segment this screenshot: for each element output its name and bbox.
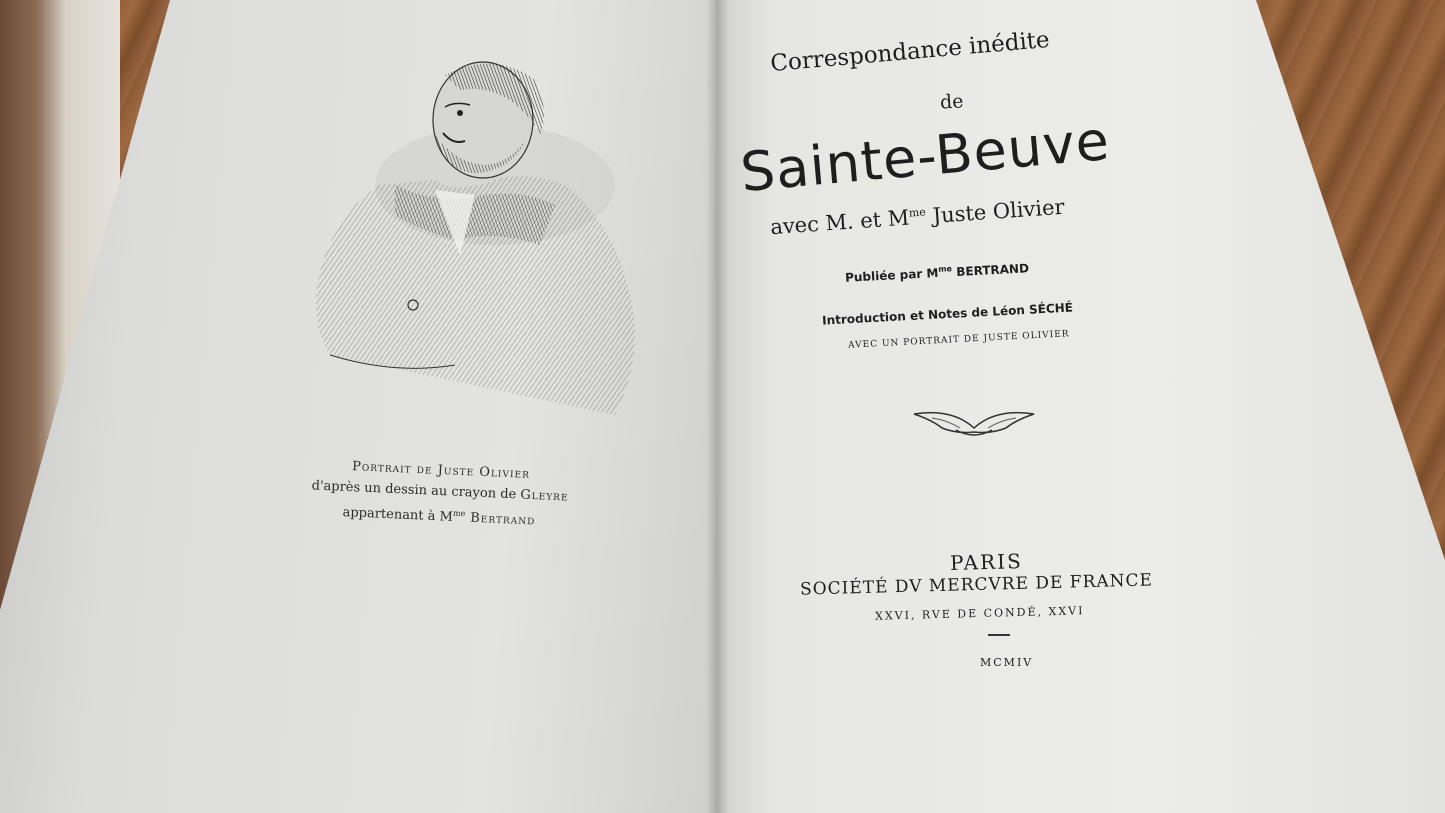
imprint-address: XXVI, RVE DE CONDÉ, XXVI (874, 604, 1085, 623)
title-line-1: Correspondance inédite (769, 26, 1051, 78)
winged-ornament-icon (912, 398, 1036, 440)
caption-line-2-text: d'après un dessin au crayon de (311, 478, 521, 503)
caption-line-3-text: appartenant à M (342, 505, 454, 525)
with-text-b: Juste Olivier (925, 194, 1066, 229)
published-sup: me (937, 264, 953, 274)
title-author-name: Sainte-Beuve (737, 108, 1113, 205)
introduction-line: Introduction et Notes de Léon SÉCHÉ (821, 300, 1074, 328)
with-text-a: avec M. et M (769, 205, 911, 240)
imprint-publisher: SOCIÉTÉ DV MERCVRE DE FRANCE (799, 570, 1154, 600)
caption-line-3-sup: me (452, 508, 466, 519)
portrait-note-line: AVEC UN PORTRAIT DE JUSTE OLIVIER (847, 329, 1070, 351)
published-text-a: Publiée par M (844, 265, 939, 285)
imprint-divider (988, 634, 1010, 636)
portrait-caption (289, 453, 592, 533)
with-sup: me (908, 205, 927, 220)
imprint-year: MCMIV (980, 656, 1034, 669)
published-text-b: BERTRAND (951, 261, 1030, 280)
caption-owner: Bertrand (464, 510, 536, 529)
caption-artist: Gleyre (520, 487, 569, 505)
caption-line-1: Portrait de Juste Olivier (351, 459, 531, 482)
title-line-2: de (939, 90, 965, 114)
portrait-engraving-icon (285, 55, 645, 425)
imprint-city: PARIS (949, 549, 1024, 575)
book-gutter (706, 0, 728, 813)
